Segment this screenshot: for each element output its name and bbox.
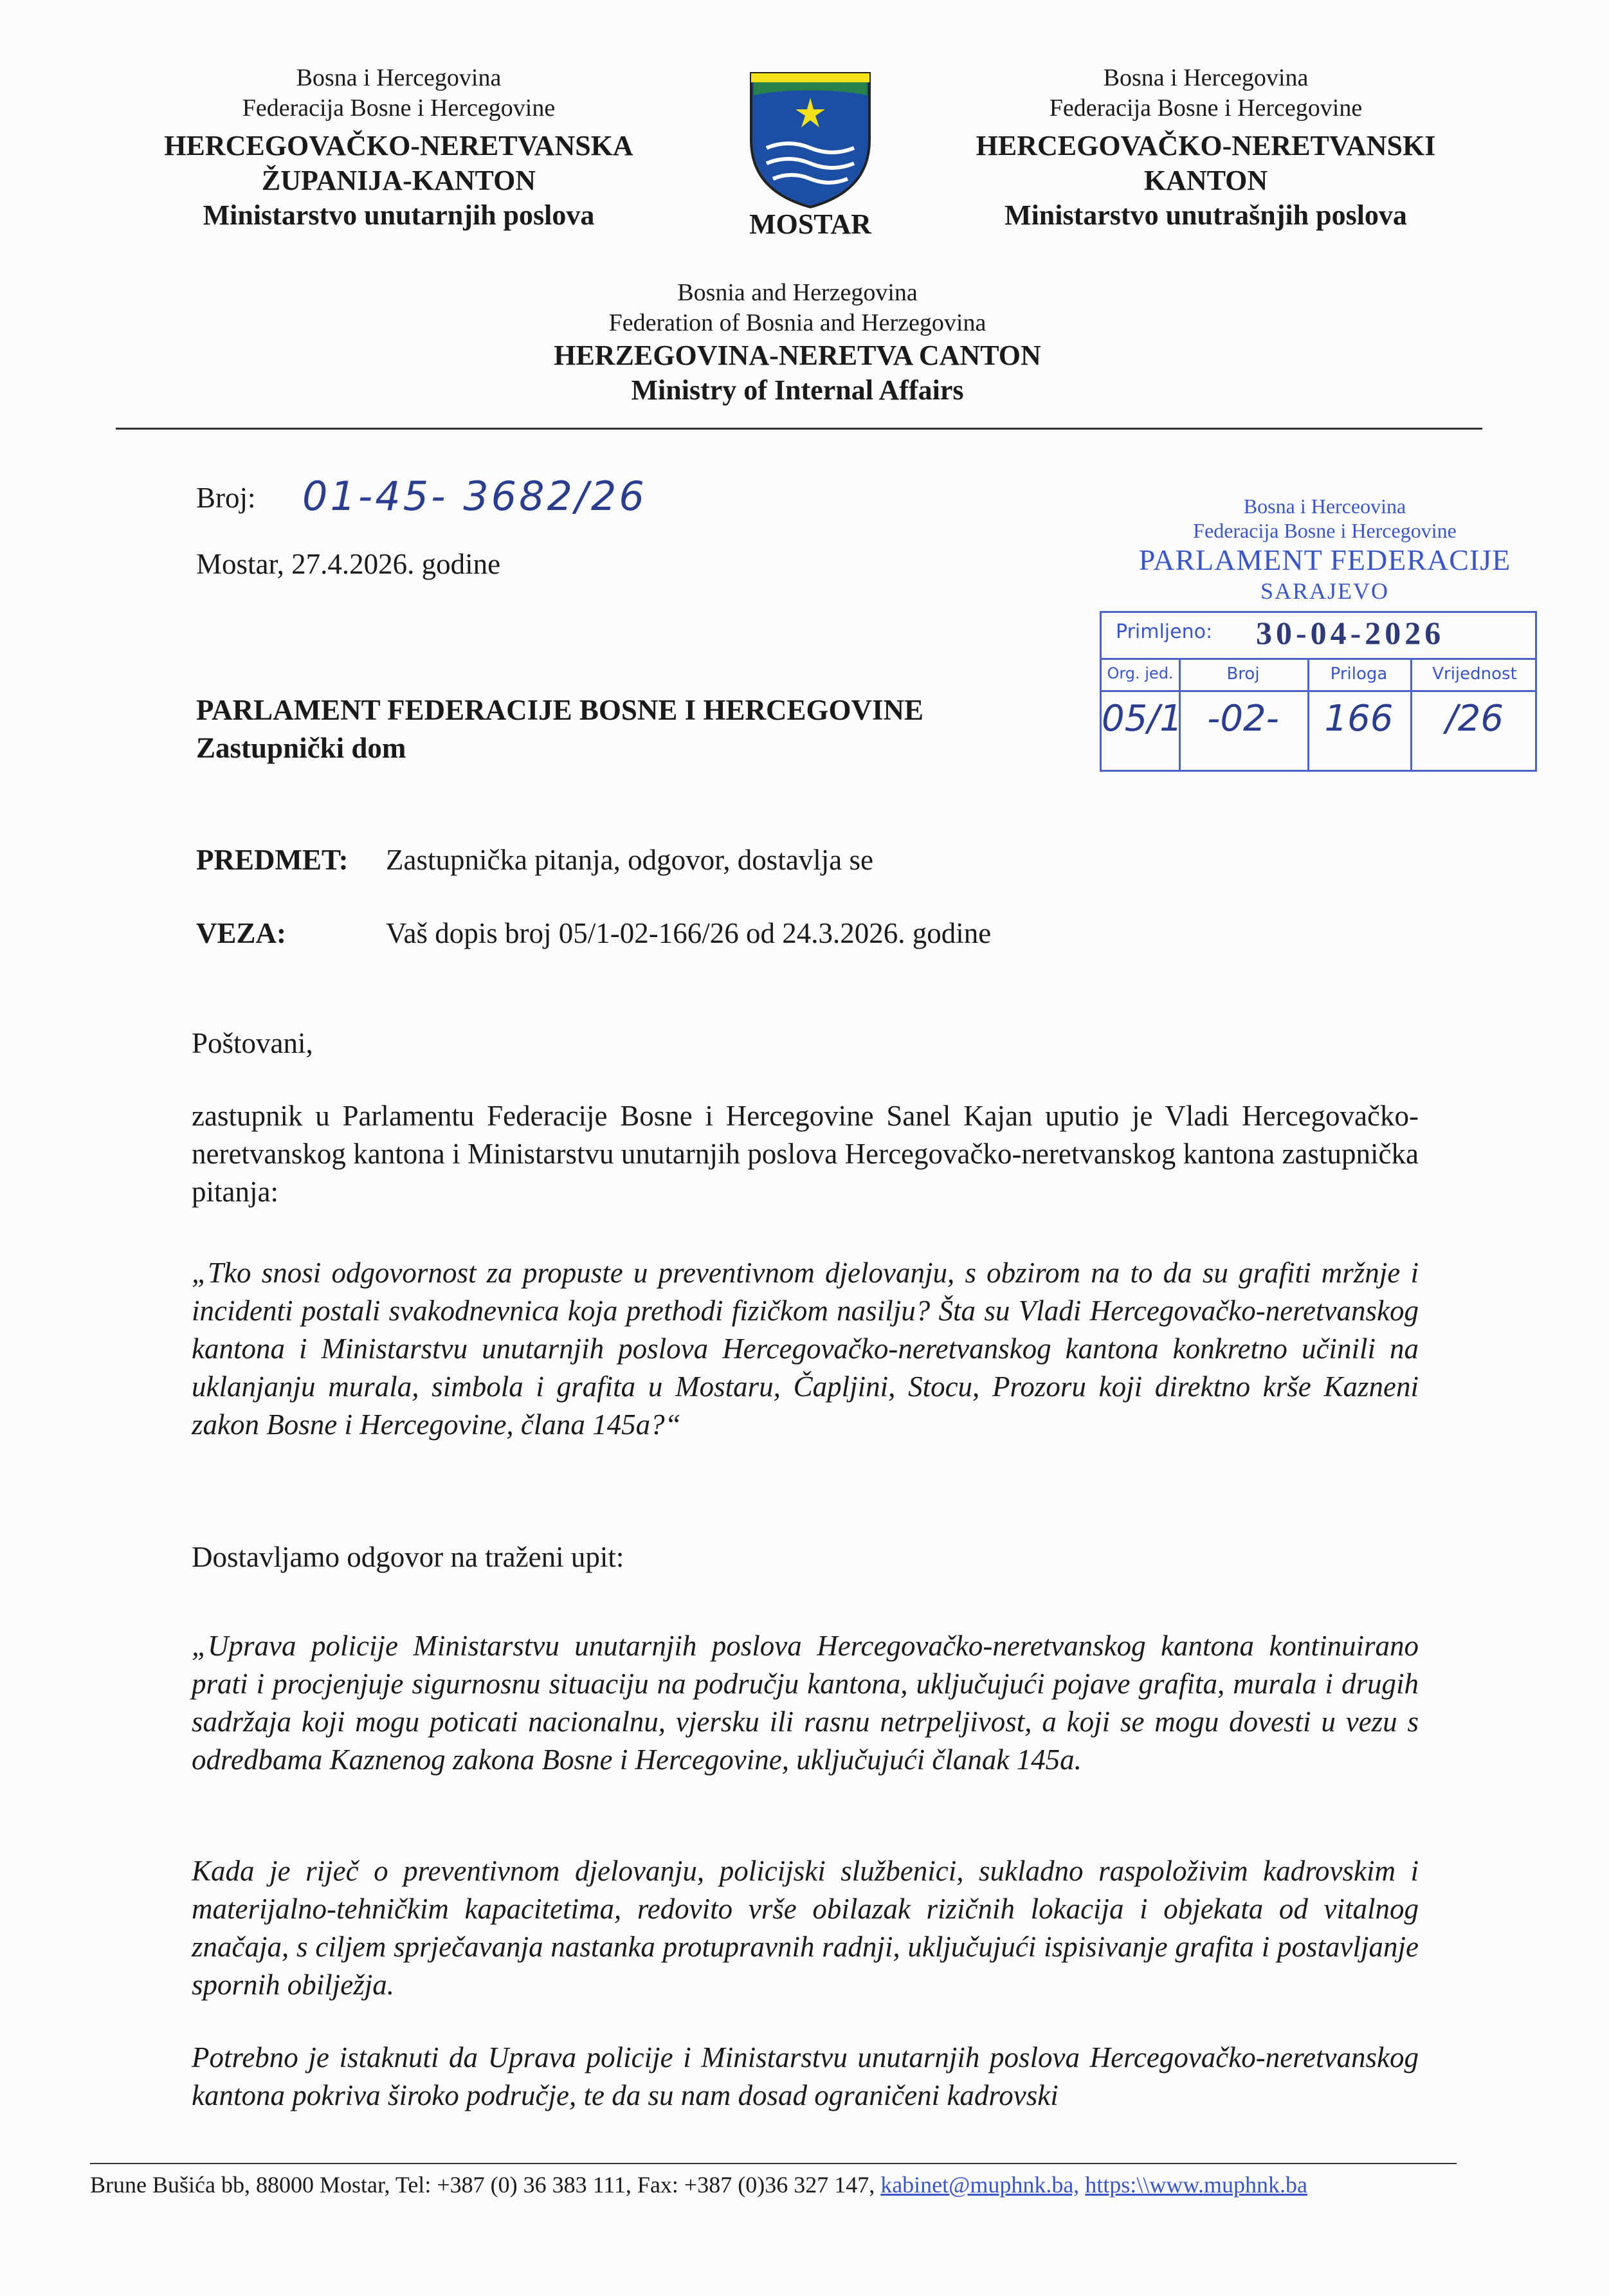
header-left-country: Bosna i Hercegovina xyxy=(296,64,502,91)
header-right-canton-2: KANTON xyxy=(1143,165,1268,196)
header-left-federation: Federacija Bosne i Hercegovine xyxy=(242,95,556,122)
header-right xyxy=(949,63,1463,233)
answer-paragraph-2: Kada je riječ o preventivnom djelovanju, policijski službenici, sukladno raspoloživim kadrovskim i materijalno-tehničkim kapacitetima, redovito vrše obilazak rizičnih lokacija i objekata od vitalnog značaja, s ciljem sprječavanja nastanka protupravnih radnji, uključujući ispisivanje grafita i postavljanje spornih obilježja. xyxy=(192,1855,1419,2001)
header-left-ministry: Ministarstvo unutarnjih poslova xyxy=(203,199,595,231)
footer-divider xyxy=(90,2163,1457,2164)
footer-website-link[interactable]: https:\\www.muphnk.ba xyxy=(1085,2172,1307,2198)
broj-label: Broj: xyxy=(196,482,256,514)
header-divider xyxy=(116,428,1482,430)
stamp-val-vrijednost: /26 xyxy=(1445,698,1504,740)
recipient-name: PARLAMENT FEDERACIJE BOSNE I HERCEGOVINE xyxy=(196,694,923,726)
stamp-col-priloga: Priloga xyxy=(1330,664,1388,684)
stamp-col-vrijednost: Vrijednost xyxy=(1432,664,1517,684)
receipt-stamp-heading xyxy=(1087,494,1563,605)
veza-label: VEZA: xyxy=(196,917,287,949)
quoted-question: „Tko snosi odgovornost za propuste u preventivnom djelovanju, s obzirom na to da su grafiti mržnje i incidenti postali svakodnevnica koja prethodi fizičkom nasilju? Šta su Vladi Hercegovačko-neretvanskog kantona i Ministarstvu unutarnjih poslova Hercegovačko-neretvanskog kantona konkretno učinili na uklanjanju murala, simbola i grafita u Mostaru, Čapljini, Stocu, Prozoru koji direktno krše Kazneni zakon Bosne i Hercegovine, člana 145a?“ xyxy=(192,1257,1419,1441)
header-right-country: Bosna i Hercegovina xyxy=(1103,64,1309,91)
paragraph-reply-intro: Dostavljamo odgovor na traženi upit: xyxy=(192,1541,624,1573)
stamp-val-broj: -02- xyxy=(1207,698,1279,740)
header-english xyxy=(476,278,1119,408)
stamp-val-priloga: 166 xyxy=(1324,698,1394,740)
stamp-received-label: Primljeno: xyxy=(1116,621,1213,643)
veza-text: Vaš dopis broj 05/1-02-166/26 od 24.3.2026. godine xyxy=(386,917,992,949)
footer-email-link[interactable]: kabinet@muphnk.ba, xyxy=(880,2172,1080,2198)
footer xyxy=(90,2171,1307,2198)
predmet-text: Zastupnička pitanja, odgovor, dostavlja se xyxy=(386,844,874,876)
header-right-federation: Federacija Bosne i Hercegovine xyxy=(1049,95,1363,122)
date-line: Mostar, 27.4.2026. godine xyxy=(196,548,501,580)
greeting: Poštovani, xyxy=(192,1027,313,1059)
stamp-received-date: 30-04-2026 xyxy=(1256,615,1445,651)
stamp-col-broj: Broj xyxy=(1226,664,1260,684)
header-city: MOSTAR xyxy=(749,208,871,240)
stamp-line1: Bosna i Herceovina xyxy=(1243,495,1406,518)
recipient-house: Zastupnički dom xyxy=(196,732,406,764)
stamp-columns xyxy=(1102,658,1535,772)
broj-handwritten: 01-45- 3682/26 xyxy=(302,473,647,520)
header-right-canton: HERCEGOVAČKO-NERETVANSKI xyxy=(976,130,1436,161)
header-left xyxy=(141,63,656,233)
answer-paragraph-3: Potrebno je istaknuti da Uprava policije i Ministarstvu unutarnjih poslova Hercegovačko-neretvanskog kantona pokriva široko područje, te da su nam dosad ograničeni kadrovski xyxy=(192,2041,1419,2111)
recipient xyxy=(196,691,923,767)
stamp-col-org: Org. jed. xyxy=(1107,664,1174,682)
stamp-line3: PARLAMENT FEDERACIJE xyxy=(1138,543,1511,576)
header-english-ministry: Ministry of Internal Affairs xyxy=(631,374,964,406)
header-english-federation: Federation of Bosnia and Herzegovina xyxy=(608,309,986,336)
header-right-ministry: Ministarstvo unutrašnjih poslova xyxy=(1004,199,1407,231)
header-english-country: Bosnia and Herzegovina xyxy=(677,279,918,306)
footer-address: Brune Bušića bb, 88000 Mostar, Tel: +387 (0) 36 383 111, Fax: +387 (0)36 327 147, xyxy=(90,2172,875,2198)
header-english-canton: HERZEGOVINA-NERETVA CANTON xyxy=(554,340,1041,371)
answer-paragraph-1: „Uprava policije Ministarstvu unutarnjih poslova Hercegovačko-neretvanskog kantona kontinuirano prati i procjenjuje sigurnosnu situaciju na području kantona, uključujući pojave grafita, murala i drugih sadržaja koji mogu poticati nacionalnu, vjersku ili rasnu netrpeljivost, a koji se mogu dovesti u vezu s odredbama Kaznenog zakona Bosne i Hercegovine, uključujući članak 145a. xyxy=(192,1630,1419,1776)
receipt-stamp-table xyxy=(1100,611,1537,772)
coat-of-arms-logo xyxy=(747,69,873,211)
predmet-label: PREDMET: xyxy=(196,844,349,876)
stamp-val-org: 05/1 xyxy=(1102,698,1183,740)
paragraph-intro: zastupnik u Parlamentu Federacije Bosne i Hercegovine Sanel Kajan uputio je Vladi Hercegovačko-neretvanskog kantona i Ministarstvu unutarnjih poslova Hercegovačko-neretvanskog kantona zastupnička pitanja: xyxy=(192,1100,1419,1208)
header-left-canton: HERCEGOVAČKO-NERETVANSKA xyxy=(164,130,633,161)
stamp-line4: SARAJEVO xyxy=(1260,578,1390,604)
header-left-canton-2: ŽUPANIJA-KANTON xyxy=(261,165,536,196)
stamp-line2: Federacija Bosne i Hercegovine xyxy=(1193,519,1457,542)
